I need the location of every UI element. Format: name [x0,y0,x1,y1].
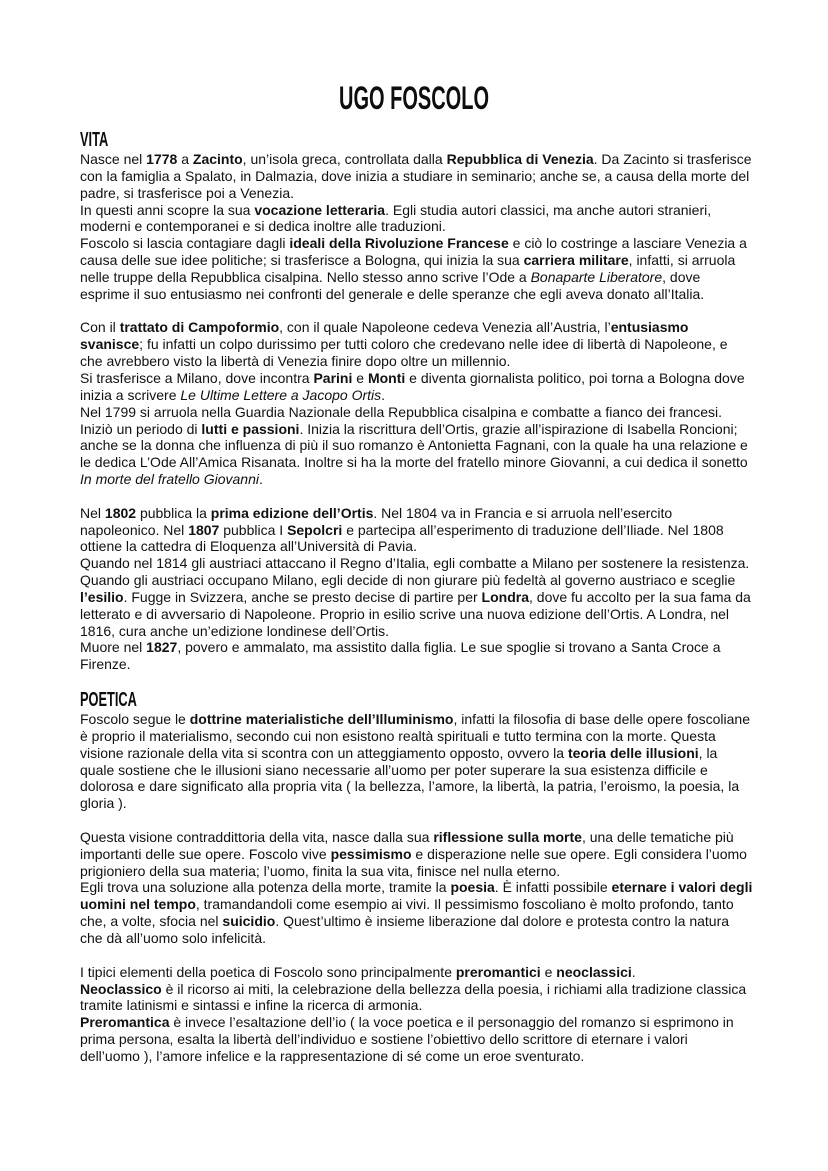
text-run: a [177,151,193,167]
text-line [80,745,760,762]
text-run: e diventa giornalista politico, poi torna a Bologna dove [405,369,745,386]
italic-text: Bonaparte Liberatore [530,268,663,285]
bold-text: pessimismo [330,845,412,862]
text-run: e partecipa all’esperimento di traduzione dell’Iliade. Nel 1808 [342,521,724,538]
text-line: 1816, cura anche un’edizione londinese dell’Ortis. [80,622,389,639]
text-line: è proprio il materialismo, secondo cui non esistono realtà spirituali e tutto termina con la morte. Questa [80,727,716,744]
text-line [80,522,760,539]
text-run: . [258,471,263,488]
text-run: nelle truppe della Repubblica cisalpina. Nello stesso anno scrive l’Ode a [80,268,531,285]
text-line [80,336,760,353]
text-line: tramite latinismi e sintassi e infine la ricerca di armonia. [80,997,423,1014]
bold-text: Londra [481,588,529,605]
text-line [80,269,760,286]
text-line [80,711,760,728]
text-line: quale sostiene che le illusioni siano necessarie all’uomo per poter superare la sua esistenza difficile e [80,761,708,778]
text-line [80,235,760,252]
text-line: gloria ). [80,795,127,812]
section-heading-vita: VITA [80,129,109,151]
bold-text: svanisce [80,336,140,353]
text-run: che, a volte, sfocia nel [80,913,223,930]
text-run: è il ricorso ai miti, la celebrazione della bellezza della poesia, i richiami alla tradizione classica [161,980,747,997]
bold-text: ideali della Rivoluzione Francese [289,235,509,252]
text-run: . Nel 1804 va in Francia e si arruola nell’esercito [373,504,673,521]
paragraph [80,711,760,812]
bold-text: preromantici [455,963,541,980]
text-run: . [631,963,636,980]
text-run: , tramandandoli come esempio ai vivi. Il pessimismo foscoliano è molto profondo, tanto [195,896,734,913]
bold-text: prima edizione dell’Ortis [210,504,374,521]
bold-text: Parini [313,369,353,386]
text-line [80,202,760,219]
bold-text: l’esilio [80,588,124,605]
bold-text: neoclassici [556,963,632,980]
text-line [80,589,760,606]
text-line: moderni e contemporanei e si dedica inoltre alle traduzioni. [80,218,446,235]
text-line [80,387,760,404]
text-line [80,370,760,387]
text-line: ottiene la cattedra di Eloquenza all’Università di Pavia. [80,538,417,555]
section-heading-poetica: POETICA [80,689,137,711]
paragraph [80,829,760,947]
text-run: I tipici elementi della poetica di Foscolo sono principalmente [80,963,456,980]
text-line: letterato e di avversario di Napoleone. Proprio in esilio scrive una nuova edizione dell’Ortis. A Londra, nel [80,605,730,622]
text-run: Muore nel [80,639,147,656]
text-line: dell’uomo ), l’amore infelice e la rappresentazione di sé come un eroe sventurato. [80,1047,585,1064]
paragraph [80,151,760,303]
text-line: che dà all’uomo solo infelicità. [80,929,266,946]
bold-text: Preromantica [80,1014,170,1031]
bold-text: entusiasmo [610,319,689,336]
text-run: è invece l’esaltazione dell’io ( la voce poetica e il personaggio del romanzo si esprimono in [169,1014,734,1031]
text-run: visione razionale della vita si scontra con un atteggiamento opposto, ovvero la [80,744,568,761]
text-line [80,1014,760,1031]
bold-text: poesia [450,879,495,896]
text-run: Con il [80,319,120,336]
bold-text: suicidio [222,913,276,930]
text-run: , dove fu accolto per la sua fama da [529,588,751,605]
text-line [80,151,760,168]
text-line [80,319,760,336]
bold-text: Neoclassico [80,980,162,997]
text-run: e disperazione nelle sue opere. Egli considera l’uomo [411,845,747,862]
bold-text: dottrine materialistiche dell’Illuminismo [189,711,454,727]
text-line [80,913,760,930]
text-line [80,639,760,656]
text-run: e ciò lo costringe a lasciare Venezia a [508,235,747,252]
bold-text: trattato di Campoformio [119,319,280,336]
text-run: e [352,369,368,386]
text-run: , infatti, si arruola [628,252,736,269]
text-run: Si trasferisce a Milano, dove incontra [80,369,314,386]
bold-text: Monti [367,369,406,386]
bold-text: riflessione sulla morte [433,828,582,845]
bold-text: eternare i valori degli [611,879,753,896]
text-line: Quando gli austriaci occupano Milano, egli decide di non giurare più fedeltà al governo austriaco e sceglie [80,572,736,589]
text-run: Questa visione contraddittoria della vita, nasce dalla sua [80,828,434,845]
text-run: Nasce nel [80,151,147,167]
text-line: dolorosa e dare significato alla propria vita ( la bellezza, l’amore, la libertà, la patria, l’eroismo, la poesia, la [80,778,740,795]
text-line: prima persona, esalta la libertà dell’individuo e sostiene l’obiettivo dello scrittore di eternare i valori [80,1031,688,1048]
text-run: , povero e ammalato, ma assistito dalla figlia. Le sue spoglie si trovano a Santa Croce a [177,639,721,656]
text-run: Foscolo si lascia contagiare dagli [80,235,290,252]
text-run: ; fu infatti un colpo durissimo per tutti coloro che credevano nelle idee di libertà di Napoleone, e [139,336,728,353]
text-line [80,879,760,896]
paragraph [80,964,760,1065]
text-run: . Inizia la riscrittura dell’Ortis, grazie all’ispirazione di Isabella Roncioni; [299,420,738,437]
text-line: Firenze. [80,656,131,673]
text-run: In questi anni scopre la sua [80,201,255,218]
text-line [80,981,760,998]
text-run: . È infatti possibile [494,879,612,896]
italic-text: In morte del fratello Giovanni [80,471,259,488]
italic-text: Le Ultime Lettere a Jacopo Ortis [180,386,382,403]
text-line [80,252,760,269]
paragraph [80,505,760,673]
text-run: , una delle tematiche più [581,828,734,845]
text-run: importanti delle sue opere. Foscolo vive [80,845,331,862]
text-line: Nel 1799 si arruola nella Guardia Nazionale della Repubblica cisalpina e combatte a fianco dei francesi. [80,403,723,420]
text-line [80,964,760,981]
text-run: Iniziò un periodo di [80,420,202,437]
text-run: , dove [662,268,701,285]
text-line [80,505,760,522]
text-run: . Quest’ultimo è insieme liberazione dal dolore e protesta contro la natura [275,913,730,930]
text-line: con la famiglia a Spalato, in Dalmazia, dove inizia a studiare in seminario; anche se, a causa della morte del [80,167,750,184]
text-run: Nel [80,504,105,521]
text-line: anche se la donna che influenza di più il suo romanzo è Antonietta Fagnani, con la quale ha una relazione e [80,437,748,454]
bold-text: 1827 [146,639,178,656]
bold-text: 1807 [188,521,220,538]
bold-text: Repubblica di Venezia [446,151,594,167]
text-run: e [540,963,557,980]
text-run: napoleonico. Nel [80,521,189,538]
bold-text: lutti e passioni [201,420,300,437]
bold-text: Sepolcri [287,521,343,538]
bold-text: carriera militare [523,252,629,269]
text-run: . [381,386,386,403]
bold-text: 1778 [146,151,178,167]
bold-text: teoria delle illusioni [567,744,699,761]
text-run: causa delle sue idee politiche; si trasferisce a Bologna, qui inizia la sua [80,252,524,269]
text-run: , con il quale Napoleone cedeva Venezia all’Austria, l’ [279,319,611,336]
text-run: . Egli studia autori classici, ma anche autori stranieri, [385,201,712,218]
text-line: esprime il suo entusiasmo nei confronti del generale e delle speranze che egli aveva donato all’Italia. [80,285,705,302]
text-line [80,896,760,913]
bold-text: Zacinto [192,151,243,167]
text-run: . Da Zacinto si trasferisce [593,151,752,167]
text-line: che avrebbero visto la libertà di Venezia finire dopo oltre un millennio. [80,353,511,370]
text-run: Foscolo segue le [80,711,190,727]
text-run: . Fugge in Svizzera, anche se presto decise di partire per [123,588,482,605]
text-run: , la [698,744,718,761]
bold-text: uomini nel tempo [80,896,196,913]
text-line: le dedica L’Ode All’Amica Risanata. Inoltre si ha la morte del fratello minore Giovanni, a cui dedica il sonetto [80,454,748,471]
text-run: Egli trova una soluzione alla potenza della morte, tramite la [80,879,451,896]
document-body [80,130,760,1082]
paragraph [80,319,760,487]
text-line: Quando nel 1814 gli austriaci attaccano il Regno d’Italia, egli combatte a Milano per sostenere la resistenza. [80,555,750,572]
text-run: , un’isola greca, controllata dalla [242,151,447,167]
text-line [80,421,760,438]
text-run: pubblica I [219,521,288,538]
text-run: , infatti la filosofia di base delle opere foscoliane [453,711,750,727]
text-run: inizia a scrivere [80,386,181,403]
text-line [80,471,760,488]
text-line: prigioniero della sua materia; l’uomo, finita la sua vita, finisce nel nulla eterno. [80,862,561,879]
text-line [80,846,760,863]
text-line: padre, si trasferisce poi a Venezia. [80,184,295,201]
bold-text: 1802 [104,504,137,521]
bold-text: vocazione letteraria [254,201,386,218]
page-title: UGO FOSCOLO [339,80,489,116]
text-run: pubblica la [136,504,211,521]
text-line [80,829,760,846]
